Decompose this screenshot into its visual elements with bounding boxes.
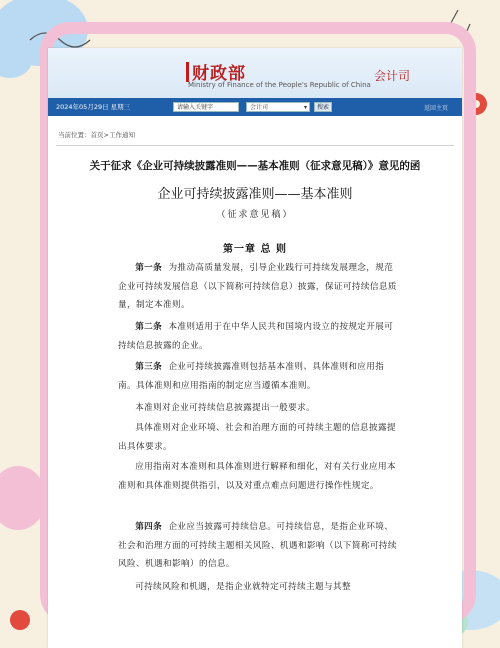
section-name: 会计司 [374,69,411,83]
paragraph-text: 企业可持续披露准则包括基本准则、具体准则和应用指南。具体准则和应用指南的制定应当遵循本准则。 [118,362,385,391]
paragraph-text: 本准则对企业可持续信息披露提出一般要求。 [135,403,316,413]
paragraph-text: 本准则适用于在中华人民共和国境内设立的按规定开展可持续信息披露的企业。 [118,322,394,351]
search-input[interactable]: 请输入关键字 [173,102,239,112]
article-label: 第三条 [135,362,163,372]
article-label: 第四条 [135,522,163,532]
page-title: 关于征求《企业可持续披露准则——基本准则（征求意见稿）》意见的函 [89,160,421,172]
article-label: 第一条 [135,263,163,273]
home-link[interactable]: 返回主页 [424,105,449,112]
article-paragraph [118,358,400,395]
article-paragraph [118,518,400,574]
standard-subtitle: （征求意见稿） [216,210,294,220]
paragraph [118,578,400,597]
chevron-down-icon: ▾ [303,104,307,111]
paragraph-text: 企业应当披露可持续信息。可持续信息，是指企业环境、社会和治理方面的可持续主题相关风险、机遇和影响（以下简称可持续风险、机遇和影响）的信息。 [118,522,397,569]
paragraph [118,458,400,495]
search-button[interactable]: 搜索 [314,102,332,112]
article-label: 第二条 [135,322,163,332]
standard-title: 企业可持续披露准则——基本准则 [157,187,353,202]
article-paragraph [118,318,400,355]
article-paragraph [118,259,400,315]
paragraph-text: 具体准则对企业环境、社会和治理方面的可持续主题的信息披露提出具体要求。 [118,423,397,452]
site-logo[interactable]: 财政部 [192,64,246,84]
select-value: 会计司 [250,104,269,111]
divider [56,145,454,146]
paragraph [118,419,400,456]
site-logo-subtitle: Ministry of Finance of the People's Republic of China [188,81,371,89]
logo-bar [186,62,189,82]
search-scope-select[interactable] [246,102,310,112]
breadcrumb: 当前位置：首页>工作通知 [58,131,135,139]
paragraph-text: 应用指南对本准则和具体准则进行解释和细化，对有关行业应用本准则和具体准则提供指引，以及对重点难点问题进行操作性规定。 [118,462,397,491]
paragraph [118,399,400,418]
nav-date: 2024年05月29日 星期三 [56,103,131,111]
paragraph-text: 为推动高质量发展，引导企业践行可持续发展理念，规范企业可持续发展信息（以下简称可持续信息）披露，保证可持续信息质量，制定本准则。 [118,263,397,310]
chapter-heading: 第一章 总 则 [223,244,287,255]
paragraph-text: 可持续风险和机遇，是指企业就特定可持续主题与其整 [135,582,352,592]
